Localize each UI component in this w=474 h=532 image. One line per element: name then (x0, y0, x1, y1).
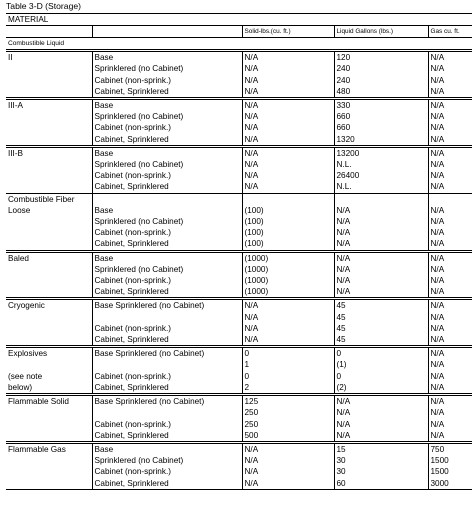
cell-condition: Base Sprinklered (no Cabinet) (92, 299, 242, 312)
table-row (6, 430, 472, 443)
cell-solid: N/A (242, 159, 334, 170)
cell-liquid: 480 (334, 86, 428, 99)
cell-material (6, 312, 92, 323)
cell-material: Explosives (6, 347, 92, 360)
cell-liquid: N/A (334, 227, 428, 238)
cell-gas: N/A (428, 419, 472, 430)
cell-material (6, 359, 92, 370)
table-title: Table 3-D (Storage) (6, 1, 81, 11)
cell-material: II (6, 51, 92, 64)
table-row (6, 86, 472, 99)
cell-liquid: 26400 (334, 170, 428, 181)
cell-solid: N/A (242, 75, 334, 86)
table-row (6, 382, 472, 395)
material-header-row (6, 14, 472, 26)
cell-gas: N/A (428, 205, 472, 216)
storage-table-body (6, 14, 472, 490)
cell-condition: Cabinet (non-sprink.) (92, 122, 242, 133)
table-row (6, 251, 472, 264)
cell-solid: 250 (242, 407, 334, 418)
cell-material: below) (8, 382, 33, 392)
cell-condition: Base (92, 205, 242, 216)
cell-liquid: 1320 (334, 134, 428, 147)
table-row (6, 227, 472, 238)
cell-condition: Cabinet, Sprinklered (92, 86, 242, 99)
table-row (6, 63, 472, 74)
cell-gas: N/A (428, 371, 472, 382)
cell-solid: N/A (242, 86, 334, 99)
cell-solid: N/A (242, 51, 334, 64)
cell-solid: N/A (242, 63, 334, 74)
cell-solid: (100) (242, 238, 334, 251)
empty-cell (334, 193, 428, 205)
table-row (6, 99, 472, 112)
storage-table-page (6, 1, 472, 490)
cell-condition: Base (92, 51, 242, 64)
table-row (6, 347, 472, 360)
cell-material (6, 478, 92, 490)
column-header-blank (92, 26, 242, 38)
cell-solid: N/A (242, 442, 334, 455)
cell-condition: Base (92, 99, 242, 112)
cell-gas: N/A (428, 146, 472, 159)
cell-solid: N/A (242, 323, 334, 334)
cell-condition: Cabinet, Sprinklered (92, 134, 242, 147)
cell-solid: 0 (242, 371, 334, 382)
table-row (6, 238, 472, 251)
empty-cell (428, 193, 472, 205)
cell-material: (see note (8, 371, 43, 381)
cell-solid: N/A (242, 99, 334, 112)
cell-material (6, 407, 92, 418)
cell-gas: N/A (428, 216, 472, 227)
cell-condition: Cabinet (non-sprink.) (92, 75, 242, 86)
storage-table (6, 13, 472, 490)
table-row (6, 205, 472, 216)
cell-solid: 1 (242, 359, 334, 370)
table-row (6, 264, 472, 275)
cell-solid: N/A (242, 111, 334, 122)
cell-material (6, 275, 92, 286)
column-header-liquid: Liquid Gallons (lbs.) (334, 26, 428, 38)
cell-liquid: N/A (334, 407, 428, 418)
cell-material: Flammable Solid (6, 395, 92, 408)
table-row (6, 455, 472, 466)
cell-material (6, 227, 92, 238)
cell-liquid: 45 (334, 312, 428, 323)
cell-gas: N/A (428, 299, 472, 312)
table-row (6, 134, 472, 147)
cell-liquid: N.L. (334, 181, 428, 193)
cell-gas: N/A (428, 334, 472, 347)
cell-liquid: N/A (334, 205, 428, 216)
cell-material (6, 170, 92, 181)
cell-liquid: N/A (334, 275, 428, 286)
cell-material: III-B (6, 146, 92, 159)
cell-gas: N/A (428, 170, 472, 181)
table-row (6, 216, 472, 227)
cell-condition: Sprinklered (no Cabinet) (92, 63, 242, 74)
table-row (6, 275, 472, 286)
cell-condition: Base Sprinklered (no Cabinet) (92, 395, 242, 408)
cell-liquid: 0 (334, 347, 428, 360)
cell-solid: N/A (242, 455, 334, 466)
column-header-gas: Gas cu. ft. (428, 26, 472, 38)
cell-solid: (100) (242, 216, 334, 227)
cell-material (6, 419, 92, 430)
cell-gas: N/A (428, 359, 472, 370)
cell-condition: Cabinet, Sprinklered (92, 478, 242, 490)
cell-gas: N/A (428, 238, 472, 251)
cell-solid: 500 (242, 430, 334, 443)
cell-gas: 1500 (428, 455, 472, 466)
column-header-blank (6, 26, 92, 38)
table-row (6, 122, 472, 133)
cell-gas: N/A (428, 251, 472, 264)
cell-material: Cryogenic (6, 299, 92, 312)
cell-gas: N/A (428, 75, 472, 86)
table-row (6, 146, 472, 159)
cell-material (6, 86, 92, 99)
material-header: MATERIAL (6, 14, 472, 26)
table-row (6, 299, 472, 312)
cell-gas: N/A (428, 382, 472, 395)
table-row (6, 75, 472, 86)
cell-condition: Cabinet (non-sprink.) (92, 323, 242, 334)
cell-solid: (100) (242, 205, 334, 216)
cell-condition: Sprinklered (no Cabinet) (92, 216, 242, 227)
cell-condition: Sprinklered (no Cabinet) (92, 159, 242, 170)
cell-liquid: 60 (334, 478, 428, 490)
cell-condition: Base Sprinklered (no Cabinet) (92, 347, 242, 360)
cell-condition: Sprinklered (no Cabinet) (92, 264, 242, 275)
cell-liquid: (1) (334, 359, 428, 370)
cell-liquid: 15 (334, 442, 428, 455)
empty-cell (92, 193, 242, 205)
empty-cell (242, 193, 334, 205)
cell-gas: N/A (428, 51, 472, 64)
table-row (6, 395, 472, 408)
cell-gas: N/A (428, 134, 472, 147)
cell-liquid: 660 (334, 111, 428, 122)
table-row (6, 419, 472, 430)
table-row (6, 51, 472, 64)
cell-liquid: N.L. (334, 159, 428, 170)
cell-material (6, 122, 92, 133)
cell-material: Loose (8, 205, 31, 215)
cell-material (6, 63, 92, 74)
table-row (6, 181, 472, 193)
cell-solid: N/A (242, 312, 334, 323)
category-header-row (6, 193, 472, 205)
cell-solid: (100) (242, 227, 334, 238)
cell-gas: 1500 (428, 466, 472, 477)
cell-solid: N/A (242, 478, 334, 490)
cell-material (6, 159, 92, 170)
table-row (6, 478, 472, 490)
cell-solid: 125 (242, 395, 334, 408)
cell-material (6, 75, 92, 86)
cell-liquid: 240 (334, 63, 428, 74)
cell-condition: Cabinet, Sprinklered (92, 334, 242, 347)
table-row (6, 323, 472, 334)
cell-liquid: N/A (334, 395, 428, 408)
cell-material: Baled (6, 251, 92, 264)
cell-solid: N/A (242, 334, 334, 347)
cell-gas: N/A (428, 63, 472, 74)
table-row (6, 334, 472, 347)
cell-condition: Base (92, 251, 242, 264)
cell-gas: N/A (428, 312, 472, 323)
cell-gas: N/A (428, 99, 472, 112)
cell-condition: Cabinet, Sprinklered (92, 238, 242, 251)
cell-liquid: 660 (334, 122, 428, 133)
cell-liquid: N/A (334, 264, 428, 275)
column-header-solid: Solid-lbs.(cu. ft.) (242, 26, 334, 38)
table-row (6, 286, 472, 299)
cell-liquid: N/A (334, 286, 428, 299)
cell-solid: N/A (242, 134, 334, 147)
table-row (6, 442, 472, 455)
cell-condition: Cabinet (non-sprink.) (92, 170, 242, 181)
cell-material (6, 455, 92, 466)
table-row (6, 407, 472, 418)
cell-material (6, 286, 92, 299)
cell-gas: N/A (428, 181, 472, 193)
cell-condition: Cabinet (non-sprink.) (92, 227, 242, 238)
cell-liquid: 120 (334, 51, 428, 64)
cell-condition: Base (92, 442, 242, 455)
cell-liquid: 240 (334, 75, 428, 86)
cell-material: Flammable Gas (6, 442, 92, 455)
cell-liquid: 330 (334, 99, 428, 112)
cell-liquid: N/A (334, 238, 428, 251)
table-row (6, 359, 472, 370)
cell-liquid: 0 (334, 371, 428, 382)
category-label: Combustible Fiber (6, 193, 92, 205)
cell-solid: (1000) (242, 264, 334, 275)
cell-liquid: 45 (334, 334, 428, 347)
cell-gas: N/A (428, 430, 472, 443)
cell-gas: N/A (428, 395, 472, 408)
cell-gas: N/A (428, 347, 472, 360)
table-row (6, 312, 472, 323)
cell-solid: 2 (242, 382, 334, 395)
cell-gas: N/A (428, 86, 472, 99)
cell-condition: Base (92, 146, 242, 159)
cell-solid: (1000) (242, 286, 334, 299)
column-header-row (6, 26, 472, 38)
cell-material (6, 216, 92, 227)
cell-gas: N/A (428, 323, 472, 334)
cell-liquid: 30 (334, 455, 428, 466)
table-row (6, 111, 472, 122)
cell-condition: Sprinklered (no Cabinet) (92, 111, 242, 122)
cell-gas: N/A (428, 227, 472, 238)
cell-material (6, 334, 92, 347)
cell-gas: 750 (428, 442, 472, 455)
cell-condition: Cabinet, Sprinklered (92, 430, 242, 443)
table-row (6, 371, 472, 382)
cell-condition (92, 407, 242, 418)
table-row (6, 159, 472, 170)
cell-liquid: 45 (334, 299, 428, 312)
category-header-row (6, 38, 472, 51)
cell-condition: Cabinet (non-sprink.) (92, 371, 242, 382)
cell-solid: 250 (242, 419, 334, 430)
cell-material: III-A (6, 99, 92, 112)
cell-gas: N/A (428, 159, 472, 170)
cell-solid: N/A (242, 122, 334, 133)
cell-solid: N/A (242, 181, 334, 193)
cell-material (6, 264, 92, 275)
cell-solid: 0 (242, 347, 334, 360)
cell-liquid: N/A (334, 419, 428, 430)
cell-material (6, 323, 92, 334)
cell-condition (92, 312, 242, 323)
cell-condition: Cabinet (non-sprink.) (92, 419, 242, 430)
cell-solid: (1000) (242, 251, 334, 264)
cell-liquid: 13200 (334, 146, 428, 159)
cell-gas: N/A (428, 275, 472, 286)
cell-condition: Cabinet, Sprinklered (92, 181, 242, 193)
cell-liquid: N/A (334, 430, 428, 443)
cell-material (6, 111, 92, 122)
cell-condition: Cabinet, Sprinklered (92, 286, 242, 299)
cell-solid: N/A (242, 466, 334, 477)
table-row (6, 466, 472, 477)
cell-material (6, 238, 92, 251)
category-label: Combustible Liquid (6, 38, 472, 51)
cell-material (6, 466, 92, 477)
cell-condition (92, 359, 242, 370)
cell-condition: Cabinet (non-sprink.) (92, 466, 242, 477)
cell-gas: N/A (428, 111, 472, 122)
cell-solid: N/A (242, 146, 334, 159)
cell-liquid: 30 (334, 466, 428, 477)
cell-gas: N/A (428, 264, 472, 275)
cell-liquid: (2) (334, 382, 428, 395)
cell-condition: Cabinet (non-sprink.) (92, 275, 242, 286)
cell-liquid: N/A (334, 251, 428, 264)
table-row (6, 170, 472, 181)
cell-gas: N/A (428, 407, 472, 418)
cell-gas: N/A (428, 122, 472, 133)
cell-condition: Sprinklered (no Cabinet) (92, 455, 242, 466)
cell-material (6, 134, 92, 147)
cell-solid: (1000) (242, 275, 334, 286)
cell-condition: Cabinet, Sprinklered (92, 382, 242, 395)
cell-solid: N/A (242, 170, 334, 181)
cell-liquid: N/A (334, 216, 428, 227)
cell-gas: 3000 (428, 478, 472, 490)
cell-liquid: 45 (334, 323, 428, 334)
cell-material (6, 430, 92, 443)
cell-material (6, 181, 92, 193)
cell-gas: N/A (428, 286, 472, 299)
cell-solid: N/A (242, 299, 334, 312)
